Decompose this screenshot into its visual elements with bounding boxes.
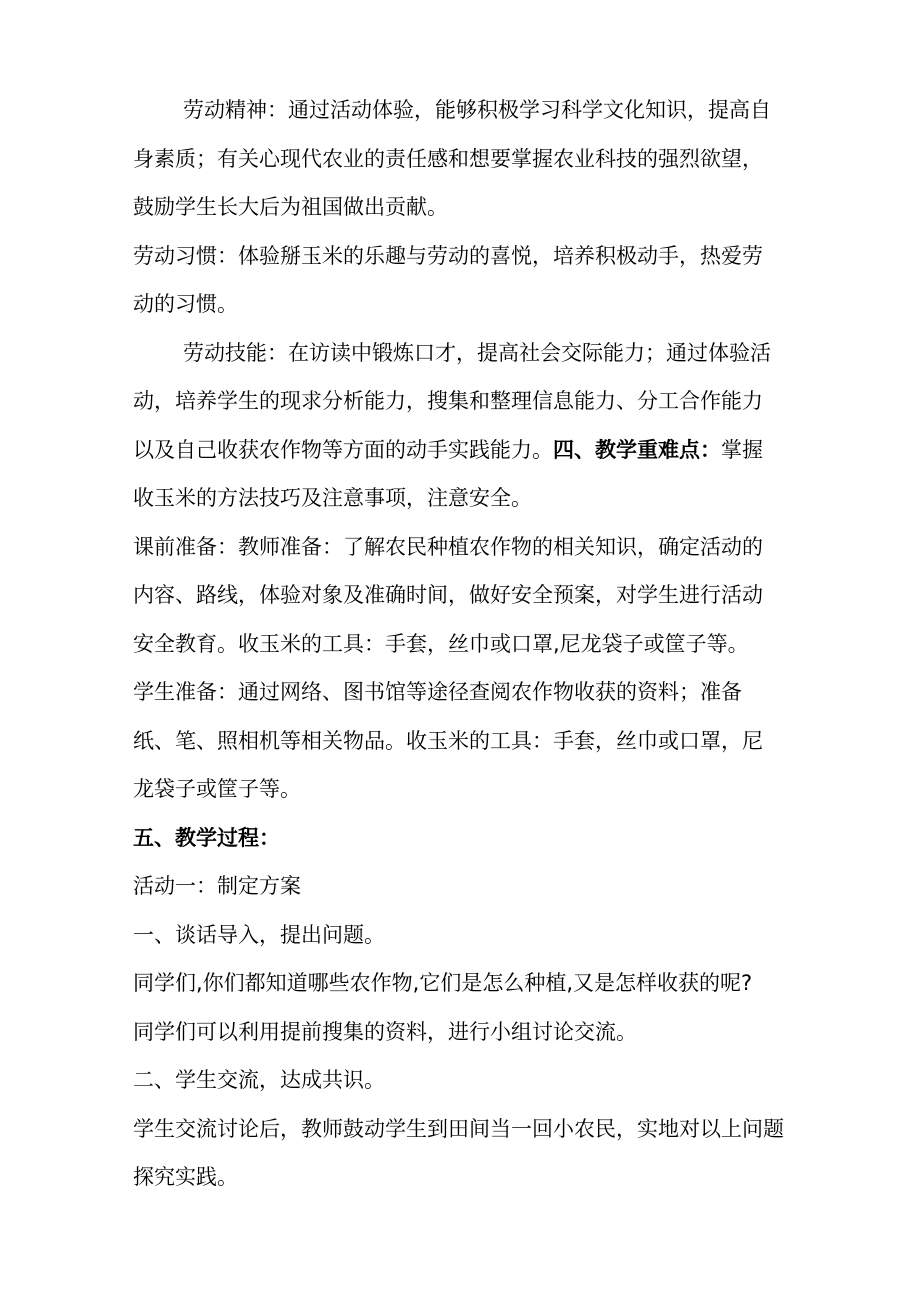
prep-teacher-line-1: 课前准备：教师准备：了解农民种植农作物的相关知识，确定活动的 — [133, 535, 763, 559]
labor-skill-line-1: 劳动技能：在访读中锻炼口才，提高社会交际能力；通过体验活 — [183, 341, 771, 365]
labor-spirit-line-3: 鼓励学生长大后为祖国做出贡献。 — [133, 195, 448, 219]
labor-habit-line-2: 动的习惯。 — [133, 292, 238, 316]
labor-habit-line-1: 劳动习惯：体验掰玉米的乐趣与劳动的喜悦，培养积极动手，热爱劳 — [133, 244, 763, 268]
labor-skill-line-2: 动，培养学生的现求分析能力，搜集和整理信息能力、分工合作能力 — [133, 389, 763, 413]
step-one-title: 一、谈话导入，提出问题。 — [133, 923, 385, 947]
labor-spirit-line-2: 身素质；有关心现代农业的责任感和想要掌握农业科技的强烈欲望， — [133, 147, 763, 171]
step-two-title: 二、学生交流，达成共识。 — [133, 1068, 385, 1092]
section-4-text-start: 掌握 — [721, 438, 763, 462]
step-two-text-line-1: 学生交流讨论后，教师鼓动学生到田间当一回小农民，实地对以上问题 — [133, 1117, 784, 1141]
labor-spirit-line-1: 劳动精神：通过活动体验，能够积极学习科学文化知识，提高自 — [183, 98, 771, 122]
step-two-text-line-2: 探究实践。 — [133, 1165, 238, 1189]
prep-student-line-1: 学生准备：通过网络、图书馆等途径查阅农作物收获的资料；准备 — [133, 680, 742, 704]
section-4-heading: 四、教学重难点： — [553, 438, 721, 462]
prep-student-line-3: 龙袋子或筐子等。 — [133, 777, 301, 801]
section-5-heading: 五、教学过程： — [133, 826, 280, 850]
activity-one-title: 活动一：制定方案 — [133, 874, 301, 898]
intro-question-line-1: 同学们,你们都知道哪些农作物,它们是怎么种植,又是怎样收获的呢? — [133, 971, 753, 995]
section-4-text: 收玉米的方法技巧及注意事项，注意安全。 — [133, 486, 532, 510]
labor-skill-line-3-text: 以及自己收获农作物等方面的动手实践能力。 — [133, 438, 553, 462]
prep-teacher-line-3: 安全教育。收玉米的工具：手套，丝巾或口罩,尼龙袋子或筐子等。 — [133, 632, 749, 656]
prep-teacher-line-2: 内容、路线，体验对象及准确时间，做好安全预案，对学生进行活动 — [133, 583, 763, 607]
intro-question-line-2: 同学们可以利用提前搜集的资料，进行小组讨论交流。 — [133, 1020, 637, 1044]
labor-skill-line-3 — [133, 437, 763, 463]
prep-student-line-2: 纸、笔、照相机等相关物品。收玉米的工具：手套，丝巾或口罩，尼 — [133, 729, 763, 753]
